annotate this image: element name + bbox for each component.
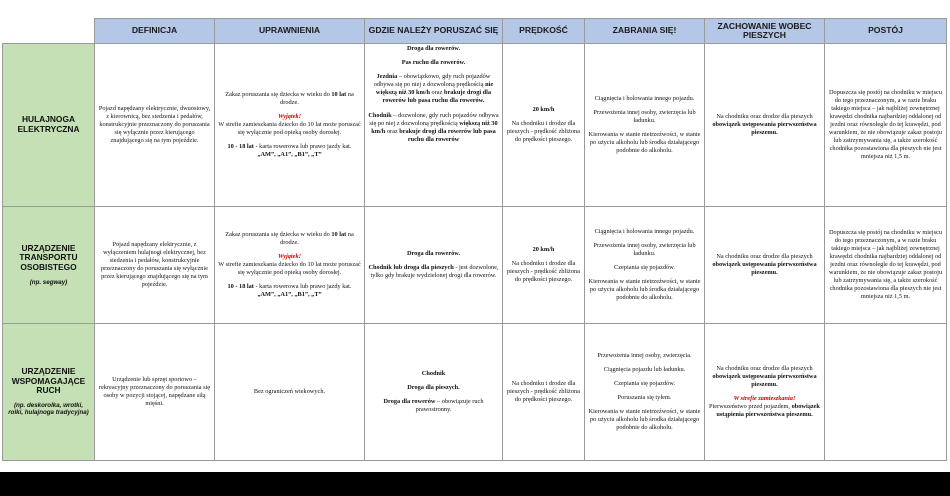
rights-text: - karta rowerowa lub prawo jazdy kat. (253, 143, 352, 151)
rights-age: 10 lat (331, 230, 347, 238)
rights-text: na drodze. (280, 90, 354, 106)
license-categories: „AM”, „A1”, „B1”, „T” (257, 151, 322, 159)
exception-label: Wyjątek! (277, 252, 302, 260)
forbidden-item: Kierowania w stanie nietrzeźwości, w stanie po użyciu alkoholu lub środka działającego podobnie do alkoholu. (588, 278, 701, 302)
where-text: - jest dozwolone, tylko gdy brakuje wydzielonej drogi dla rowerów. (370, 263, 499, 280)
exception-label: W strefie zamieszkania! (733, 395, 796, 402)
where-cell (365, 324, 503, 461)
where-text: nie większą niż 30 km/h (375, 81, 494, 97)
where-item: Chodnik (421, 369, 446, 377)
rights-text: Zakaz poruszania się dziecka w wieku do (225, 230, 332, 238)
where-text: – obowiązuje ruch prawostronny. (415, 398, 484, 414)
where-text: brakuje drogi dla rowerów lub pasa ruchu dla rowerów (399, 127, 496, 143)
regulations-table (2, 18, 947, 461)
row-title (3, 324, 95, 461)
stop-cell: Dopuszcza się postój na chodniku w miejscu do tego przeznaczonym, a w razie braku takiego miejsca – jak najbliżej zewnętrznej krawędzi chodnika najbardziej oddalonej od jezdni oraz równolegle do tej krawędzi, pod warunkiem, że nie obowiązuje zakaz postoju lub zatrzymywania się, a także szerokość chodnika pozostawiona dla pieszych nie jest mniejsza niż 1,5 m. (825, 207, 947, 324)
pedestrians-text: obowiązek (712, 372, 741, 380)
row-title (3, 207, 95, 324)
where-term: Chodnik (368, 111, 392, 119)
rights-age: 10 lat (331, 90, 347, 98)
table-row (3, 324, 947, 461)
rights-age: 10 - 18 lat (227, 143, 254, 151)
where-item: Droga dla rowerów. (406, 249, 461, 257)
row-subtitle: (np. deskorolka, wrotki, rolki, hulajnoga tradycyjna) (8, 401, 89, 417)
header-speed: PRĘDKOŚĆ (503, 19, 585, 44)
pedestrians-text: Na chodniku oraz drodze dla pieszych (716, 112, 813, 120)
pedestrians-cell (705, 44, 825, 207)
row-title-text: HULAJNOGA ELEKTRYCZNA (17, 114, 80, 134)
header-rights: UPRAWNIENIA (215, 19, 365, 44)
forbidden-item: Ciągnięcia i holowania innego pojazdu. (594, 94, 695, 102)
speed-limit: 20 km/h (532, 245, 555, 253)
forbidden-item: Przewożenia innej osoby, zwierzęcia lub ładunku. (593, 108, 696, 124)
header-corner (3, 19, 95, 44)
forbidden-item: Ciągnięcia pojazdu lub ładunku. (603, 365, 686, 373)
speed-text: Na chodniku i drodze dla pieszych - prędkość zbliżona do prędkości pieszego. (507, 119, 580, 144)
where-text: większą niż 30 km/h (371, 119, 498, 135)
definition-cell: Urządzenie lub sprzęt sportowo – rekreacyjny przeznaczony do poruszania się osoby w pozycji stojącej, napędzane siłą mięśni. (95, 324, 215, 461)
table-row (3, 44, 947, 207)
speed-cell: Na chodniku i drodze dla pieszych - prędkość zbliżona do prędkości pieszego. (503, 324, 585, 461)
table-row (3, 207, 947, 324)
definition-cell: Pojazd napędzany elektrycznie, z wyłączeniem hulajnogi elektrycznej, bez siedzenia i pedałów, konstrukcyjnie przeznaczony do poruszania się wyłącznie przez kierującego znajdującego się na tym pojeździe. (95, 207, 215, 324)
pedestrians-text: Na chodniku oraz drodze dla pieszych (716, 252, 813, 260)
where-item: Droga dla rowerów. (406, 45, 461, 52)
forbidden-cell (585, 44, 705, 207)
rights-cell (215, 207, 365, 324)
forbidden-item: Kierowania w stanie nietrzeźwości, w stanie po użyciu alkoholu lub środka działającego podobnie do alkoholu. (588, 131, 701, 155)
rights-cell: Bez ograniczeń wiekowych. (215, 324, 365, 461)
rights-text: na drodze. (280, 230, 354, 246)
speed-cell (503, 207, 585, 324)
header-forbidden: ZABRANIA SIĘ! (585, 19, 705, 44)
row-title-text: URZĄDZENIE WSPOMAGAJĄCE RUCH (11, 366, 86, 396)
forbidden-item: Przewożenia innej osoby, zwierzęcia. (597, 351, 692, 359)
exception-label: Wyjątek! (277, 112, 302, 120)
definition-cell: Pojazd napędzany elektrycznie, dwuosiowy, z kierownicą, bez siedzenia i pedałów, konstrukcyjnie przeznaczony do poruszania się wyłącznie przez kierującego znajdującego się na tym pojeździe. (95, 44, 215, 207)
header-definition: DEFINICJA (95, 19, 215, 44)
where-term: Droga dla rowerów (383, 398, 436, 405)
pedestrians-text: obowiązek ustępowania pierwszeństwa (712, 120, 817, 128)
where-text: oraz (429, 89, 444, 97)
rights-text: W strefie zamieszkania dziecko do 10 lat może poruszać się wyłącznie pod opieką osoby dorosłej. (218, 120, 361, 137)
license-categories: „AM”, „A1”, „B1”, „T” (257, 291, 322, 299)
header-where: GDZIE NALEŻY PORUSZAĆ SIĘ (365, 19, 503, 44)
header-stop: POSTÓJ (825, 19, 947, 44)
row-title (3, 44, 95, 207)
bottom-black-bar (0, 472, 950, 496)
where-term: Chodnik lub droga dla pieszych (368, 263, 454, 271)
rights-text: - karta rowerowa lub prawo jazdy kat. (253, 283, 352, 291)
rights-text: Zakaz poruszania się dziecka w wieku do (225, 90, 332, 98)
stop-cell (825, 324, 947, 461)
speed-cell (503, 44, 585, 207)
speed-limit: 20 km/h (532, 105, 555, 113)
where-cell (365, 44, 503, 207)
pedestrians-cell (705, 207, 825, 324)
pedestrians-text: pieszemu. (751, 129, 778, 137)
where-item: Pas ruchu dla rowerów. (401, 59, 466, 67)
forbidden-item: Przewożenia innej osoby, zwierzęcia lub ładunku. (593, 241, 696, 257)
row-title-text: URZĄDZENIE TRANSPORTU OSOBISTEGO (19, 242, 78, 272)
pedestrians-text: obowiązek ustępowania pierwszeństwa (712, 260, 817, 268)
forbidden-item: Poruszania się tyłem. (617, 393, 672, 401)
forbidden-cell (585, 207, 705, 324)
forbidden-item: Kierowania w stanie nietrzeźwości, w stanie po użyciu alkoholu lub środka działającego podobnie do alkoholu. (588, 408, 701, 432)
forbidden-cell (585, 324, 705, 461)
pedestrians-text: Na chodniku oraz drodze dla pieszych (716, 364, 813, 372)
where-item: Droga dla pieszych. (407, 383, 460, 391)
pedestrians-text: Pierwszeństwo przed pojazdem, (709, 403, 792, 411)
forbidden-item: Czepiania się pojazdów. (614, 379, 675, 387)
where-text: oraz (385, 127, 400, 135)
pedestrians-text: pieszemu. (751, 269, 778, 277)
where-text: brakuje drogi dla rowerów lub pasa ruchu dla rowerów. (382, 89, 492, 105)
rights-age: 10 - 18 lat (227, 283, 254, 291)
rights-text: W strefie zamieszkania dziecko do 10 lat może poruszać się wyłącznie pod opieką osoby dorosłej. (218, 260, 361, 277)
row-subtitle: (np. segway) (29, 278, 68, 286)
pedestrians-text: obowiązek ustąpienia pierwszeństwa pieszemu. (716, 403, 820, 419)
forbidden-item: Ciągnięcia i holowania innego pojazdu. (594, 227, 695, 235)
forbidden-item: Czepiania się pojazdów. (614, 263, 675, 271)
header-pedestrians: ZACHOWANIE WOBEC PIESZYCH (705, 19, 825, 44)
where-text: – obowiązkowo, gdy ruch pojazdów odbywa się po niej z dozwoloną prędkością (373, 73, 491, 89)
pedestrians-text: ustępowania pierwszeństwa pieszemu. (740, 372, 817, 388)
where-term: Jezdnia (376, 73, 398, 81)
speed-text: Na chodniku i drodze dla pieszych - prędkość zbliżona do prędkości pieszego. (507, 259, 580, 284)
pedestrians-cell (705, 324, 825, 461)
header-row (3, 19, 947, 44)
where-cell (365, 207, 503, 324)
stop-cell: Dopuszcza się postój na chodniku w miejscu do tego przeznaczonym, a w razie braku takiego miejsca – jak najbliżej zewnętrznej krawędzi chodnika najbardziej oddalonej od jezdni oraz równolegle do tej krawędzi, pod warunkiem, że nie obowiązuje zakaz postoju lub zatrzymywania się, a także szerokość chodnika pozostawiona dla pieszych nie jest mniejsza niż 1,5 m. (825, 44, 947, 207)
where-text: – dozwolone, gdy ruch pojazdów odbywa się po niej z dozwoloną prędkością (369, 111, 499, 127)
rights-cell (215, 44, 365, 207)
